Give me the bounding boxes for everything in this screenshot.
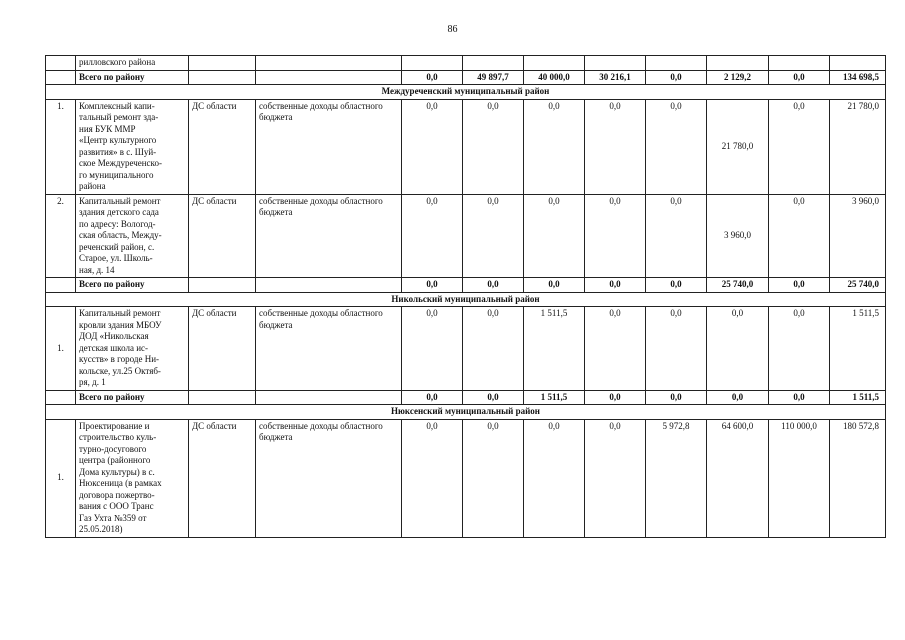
row-value: 0,0 [585, 419, 646, 537]
total-value: 0,0 [646, 278, 707, 293]
row-value: 110 000,0 [769, 419, 830, 537]
row-value: 180 572,8 [830, 419, 886, 537]
total-value: 0,0 [524, 278, 585, 293]
row-index: 1. [46, 419, 76, 537]
total-value: 0,0 [769, 390, 830, 405]
total-value: 2 129,2 [707, 70, 769, 85]
row-index: 2. [46, 194, 76, 278]
total-label: Всего по району [76, 390, 189, 405]
section-title: Нюксенский муниципальный район [46, 405, 886, 420]
total-value: 1 511,5 [830, 390, 886, 405]
row-name: рилловского района [76, 56, 189, 71]
row-name: Проектирование и строительство куль- турно-досугового центра (районного Дома культуры) в с. Нюксеница (в рамках договора пожертво- вания с ООО Транс Газ Ухта №359 от 25.05.2018) [76, 419, 189, 537]
row-value: 0,0 [707, 307, 769, 391]
table-row [46, 56, 886, 71]
section-header-row [46, 85, 886, 100]
total-value: 25 740,0 [707, 278, 769, 293]
row-customer: ДС области [189, 419, 256, 537]
row-index: 1. [46, 99, 76, 194]
row-source: собственные доходы областного бюджета [256, 194, 402, 278]
total-value: 0,0 [646, 390, 707, 405]
total-value: 0,0 [463, 390, 524, 405]
page-number: 86 [447, 24, 458, 35]
district-total-row [46, 70, 886, 85]
row-value: 0,0 [585, 307, 646, 391]
total-value: 0,0 [769, 278, 830, 293]
row-value: 0,0 [402, 419, 463, 537]
table-row [46, 307, 886, 391]
total-value: 0,0 [585, 278, 646, 293]
total-value: 0,0 [402, 278, 463, 293]
row-value: 0,0 [646, 307, 707, 391]
row-name: Капитальный ремонт здания детского сада по адресу: Вологод- ская область, Между- реченский район, с. Старое, ул. Школь- ная, д. 14 [76, 194, 189, 278]
row-value: 0,0 [402, 99, 463, 194]
row-value: 0,0 [646, 99, 707, 194]
row-name: Капитальный ремонт кровли здания МБОУ ДОД «Никольская детская школа ис- кусств» в городе Ни- кольске, ул.25 Октяб- ря, д. 1 [76, 307, 189, 391]
row-value: 21 780,0 [707, 99, 769, 194]
row-value: 0,0 [402, 307, 463, 391]
row-value: 0,0 [463, 194, 524, 278]
section-header-row [46, 292, 886, 307]
row-value: 0,0 [769, 307, 830, 391]
row-index: 1. [46, 307, 76, 391]
total-value: 30 216,1 [585, 70, 646, 85]
row-customer: ДС области [189, 194, 256, 278]
total-value: 0,0 [707, 390, 769, 405]
row-value: 1 511,5 [524, 307, 585, 391]
row-value: 0,0 [524, 194, 585, 278]
row-value: 0,0 [585, 194, 646, 278]
row-source: собственные доходы областного бюджета [256, 307, 402, 391]
row-customer: ДС области [189, 99, 256, 194]
total-value: 25 740,0 [830, 278, 886, 293]
total-value: 49 897,7 [463, 70, 524, 85]
district-total-row [46, 278, 886, 293]
row-value: 5 972,8 [646, 419, 707, 537]
row-value: 0,0 [463, 307, 524, 391]
row-value: 0,0 [646, 194, 707, 278]
row-value: 3 960,0 [707, 194, 769, 278]
row-customer: ДС области [189, 307, 256, 391]
table-row [46, 99, 886, 194]
total-value: 0,0 [463, 278, 524, 293]
row-value: 1 511,5 [830, 307, 886, 391]
row-value: 0,0 [769, 194, 830, 278]
row-value: 0,0 [524, 99, 585, 194]
total-value: 1 511,5 [524, 390, 585, 405]
table-row [46, 419, 886, 537]
row-value: 0,0 [402, 194, 463, 278]
total-value: 0,0 [402, 70, 463, 85]
row-value: 0,0 [463, 99, 524, 194]
section-title: Междуреченский муниципальный район [46, 85, 886, 100]
total-value: 0,0 [769, 70, 830, 85]
row-value: 21 780,0 [830, 99, 886, 194]
table-row [46, 194, 886, 278]
row-name: Комплексный капи- тальный ремонт зда- ния БУК ММР «Центр культурного развития» в с. Шуй- ское Междуреченско- го муниципального района [76, 99, 189, 194]
total-value: 0,0 [402, 390, 463, 405]
total-value: 134 698,5 [830, 70, 886, 85]
total-value: 0,0 [646, 70, 707, 85]
total-value: 0,0 [585, 390, 646, 405]
row-value: 3 960,0 [830, 194, 886, 278]
row-value: 0,0 [463, 419, 524, 537]
row-value: 0,0 [585, 99, 646, 194]
row-value: 0,0 [524, 419, 585, 537]
row-value: 0,0 [769, 99, 830, 194]
section-header-row [46, 405, 886, 420]
row-source: собственные доходы областного бюджета [256, 419, 402, 537]
district-total-row [46, 390, 886, 405]
row-source: собственные доходы областного бюджета [256, 99, 402, 194]
section-title: Никольский муниципальный район [46, 292, 886, 307]
total-value: 40 000,0 [524, 70, 585, 85]
budget-table [45, 55, 886, 538]
total-label: Всего по району [76, 278, 189, 293]
row-value: 64 600,0 [707, 419, 769, 537]
total-label: Всего по району [76, 70, 189, 85]
